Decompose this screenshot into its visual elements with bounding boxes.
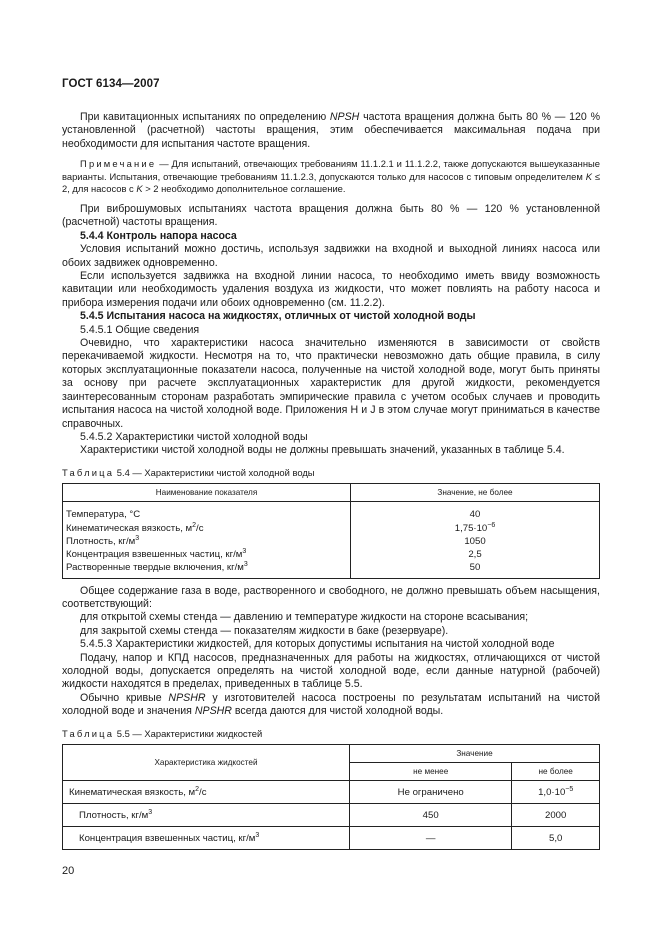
table-5-4-header-param: Наименование показателя (63, 484, 351, 502)
table-5-4-caption: Таблица 5.4 — Характеристики чистой холодной воды (62, 466, 315, 478)
paragraph-gas-content: Общее содержание газа в воде, растворенного и свободного, не должно превышать объем насыщения, соответствующий: (62, 584, 600, 611)
note-paragraph: Примечание — Для испытаний, отвечающих требованиям 11.1.2.1 и 11.1.2.2, также допускаются вышеуказанные варианты. Испытания, отвечающие требованиям 11.1.2.3, допускаются только для насосов с типовым определителем K ≤ 2, для насосов с K > 2 необходимо дополнительное соглашение. (62, 158, 600, 195)
paragraph-flow-head: Подачу, напор и КПД насосов, предназначенных для работы на жидкостях, отличающихся от чистой холодной воды, допускается определять на чистой холодной воде, если данные натурной (рабочей) жидкости находятся в пределах, приведенных в таблице 5.5. (62, 651, 600, 691)
heading-5-4-4: 5.4.4 Контроль напора насоса (80, 229, 237, 242)
heading-5-4-5-3: 5.4.5.3 Характеристики жидкостей, для которых допустимы испытания на чистой холодной воде (80, 638, 555, 651)
table-5-5 (62, 744, 600, 850)
table-row: Плотность, $кг/м^3$ 450 2000 (63, 804, 600, 827)
table-row: Концентрация взвешенных частиц, $кг/м^3$ — 5,0 (63, 827, 600, 850)
document-page (62, 78, 600, 850)
table-5-5-caption: Таблица 5.5 — Характеристики жидкостей (62, 727, 263, 739)
table-5-4 (62, 483, 600, 578)
page-number: 20 (62, 865, 75, 877)
paragraph-closed-circuit: для закрытой схемы стенда — показателям жидкости в баке (резервуаре). (80, 624, 449, 637)
document-header: ГОСТ 6134—2007 (62, 78, 160, 90)
paragraph-water-limits: Характеристики чистой холодной воды не должны превышать значений, указанных в таблице 5.4. (80, 444, 565, 457)
note-label: Примечание (80, 158, 157, 170)
table-row: Концентрация взвешенных частиц, $кг/м^3$ 2,5 (63, 548, 600, 561)
table-5-5-header-value: Значение (350, 745, 600, 763)
paragraph-conditions: Условия испытаний можно достичь, используя задвижки на входной и выходной линиях насоса или обоих задвижек одновременно. (62, 243, 600, 269)
table-row: Плотность, $кг/м^3$ 1050 (63, 535, 600, 548)
paragraph-vibration: При виброшумовых испытаниях частота вращения должна быть 80 % — 120 % установленной (расчетной) частоты вращения. (62, 203, 600, 229)
table-5-5-header-max: не более (512, 763, 600, 781)
table-5-5-header-min: не менее (350, 763, 512, 781)
heading-5-4-5: 5.4.5 Испытания насоса на жидкостях, отличных от чистой холодной воды (80, 310, 476, 323)
table-row: Кинематическая вязкость, $м^2/с$ Не ограничено $1,0\cdot 10^{-5}$ (63, 781, 600, 804)
paragraph-npshr: Обычно кривые NPSHR у изготовителей насоса построены по результатам испытаний на чистой холодной воде и значения NPSHR всегда даются для чистой холодной воды. (62, 691, 600, 718)
table-row: Растворенные твердые включения, $кг/м^3$ 50 (63, 561, 600, 578)
paragraph-open-circuit: для открытой схемы стенда — давлению и температуре жидкости на стороне всасывания; (80, 611, 529, 624)
table-5-4-header-value: Значение, не более (351, 484, 600, 502)
paragraph-cavitation: При кавитационных испытаниях по определению NPSH частота вращения должна быть 80 % — 120 % установленной (расчетной) частоты вращения, этим обеспечивается максимальная подача при необходимости для испытания частоте вращения. (62, 111, 600, 150)
table-row: Кинематическая вязкость, $м^2/с$ $1,75\cdot 10^{-6}$ (63, 521, 600, 534)
table-row: Температура, °С 40 (63, 502, 600, 522)
paragraph-inlet-valve: Если используется задвижка на входной линии насоса, то необходимо иметь ввиду возможность кавитации или необходимость удаления воздуха из жидкости, что может повлиять на работу насоса и прибора измерения подачи или обоих одновременно (см. 11.2.2). (62, 270, 600, 309)
heading-5-4-5-1: 5.4.5.1 Общие сведения (80, 323, 200, 336)
heading-5-4-5-2: 5.4.5.2 Характеристики чистой холодной воды (80, 430, 308, 443)
table-5-5-header-char: Характеристика жидкостей (63, 745, 350, 781)
paragraph-general: Очевидно, что характеристики насоса значительно изменяются в зависимости от свойств перекачиваемой жидкости. Несмотря на то, что практически невозможно дать общие правила, в силу которых эксплуатационные показатели насоса, полученные на чистой холодной воде, могут быть приняты за основу при расчете эксплуатационных характеристик для другой жидкости, рекомендуется заинтересованным сторонам разработать эмпирические правила с учетом особых случаев и проводить испытания насоса на чистой холодной воде. Приложения Н и J в этом случае могут приниматься в качестве справочных. (62, 337, 600, 430)
